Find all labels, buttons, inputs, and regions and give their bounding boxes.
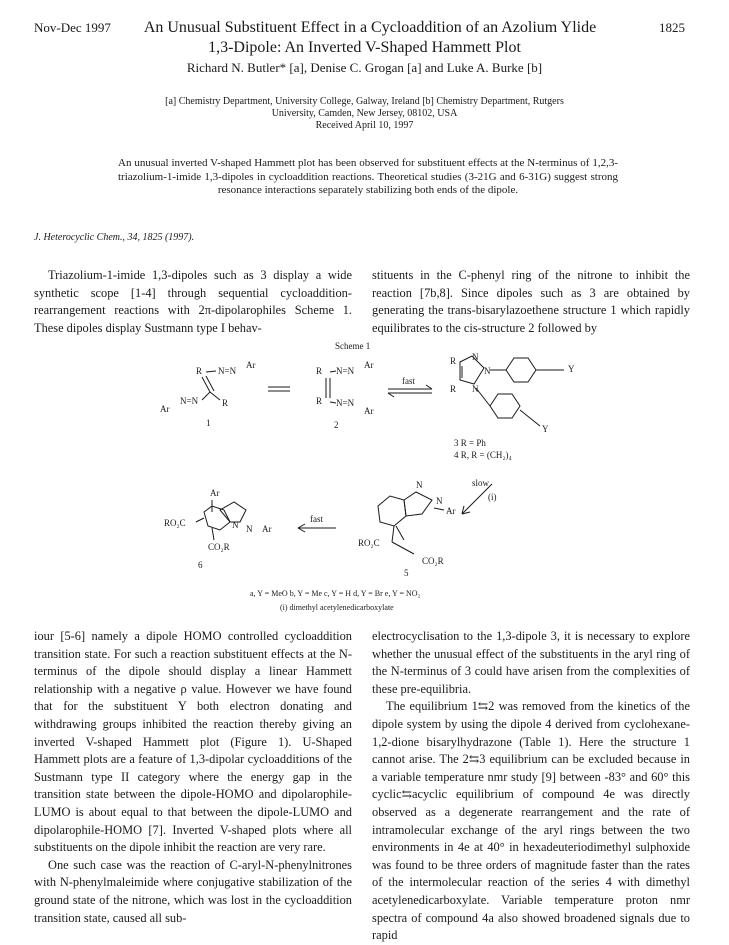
paragraph: iour [5-6] namely a dipole HOMO controlled cycloaddition transition state. For such a reaction substituent effects at the N-terminus of the dipole should display a linear Hammett relationship with a negative ρ value. However we have found that for the substituent Y both electron donating and withdrawing groups inhibited the reaction thereby giving an inverted V-shaped Hammett plot (Figure 1). U-Shaped Hammett plots are a feature of 1,3-dipolar cycloadditions of the Sustmann type II category where the energy gap in the transition state between the dipole-HOMO and dipolarophile-LUMO is about equal to that between the dipole-LUMO and dipolarophile-HOMO [7]. Inverted V-shaped plots where all substituents on the dipole inhibit the reaction are very rare. — [34, 629, 352, 855]
svg-text:N: N — [472, 352, 479, 362]
svg-text:N: N — [246, 524, 253, 534]
svg-text:Ar: Ar — [160, 404, 170, 414]
svg-text:R: R — [222, 398, 229, 408]
svg-text:N: N — [416, 480, 423, 490]
compound-label-6: 6 — [198, 560, 203, 570]
journal-citation: J. Heterocyclic Chem., 34, 1825 (1997). — [34, 232, 195, 243]
paragraph: The equilibrium 1⇆2 was removed from the kinetics of the dipole system by using the dipole 4 derived from cyclohexane-1,2-dione bisarylhydrazone (Table 1). Here the structure 1 cannot arise. The 2⇆3 equilibrium can be excluded because in a variable temperature nmr study [9] between -83° and 60° this cyclic⇆acyclic equilibrium of compound 4e was directly observed as a degenerate rearrangement and the rate of intramolecular exchange of the aryl rings between the two environments in 4e at 40° in hexadeuteriodimethyl sulphoxide was found to be three orders of magnitude faster than the rates of the intermolecular reaction of the series 4 with dimethyl acetylenedicarboxylate. Variable temperature proton nmr spectra of compound 4a also showed broadened signals due to rapid — [372, 699, 690, 943]
paragraph: One such case was the reaction of C-aryl-N-phenylnitrones with N-phenylmaleimide where conjugative stabilization of the ground state of the nitrone, which was lost in the cycloaddition transition state, caused all sub- — [34, 857, 352, 925]
reaction-arrow-fast — [388, 385, 432, 397]
svg-text:Ar: Ar — [262, 524, 272, 534]
body-column-right-top — [372, 267, 690, 337]
svg-text:CO₂R: CO₂R — [208, 542, 230, 552]
scheme-title: Scheme 1 — [335, 341, 371, 351]
article-title-line2: 1,3-Dipole: An Inverted V-Shaped Hammett Plot — [208, 39, 521, 56]
svg-text:Ar: Ar — [246, 360, 256, 370]
slow-label: slow — [472, 478, 490, 488]
body-column-left-bottom — [34, 628, 352, 927]
received-date: Received April 10, 1997 — [315, 120, 414, 131]
article-title-line1: An Unusual Substituent Effect in a Cycloaddition of an Azolium Ylide — [143, 19, 597, 36]
scheme-legend: a, Y = MeO b, Y = Me c, Y = H d, Y = Br e, Y = NO₂ — [250, 589, 421, 598]
reaction-scheme — [150, 340, 610, 620]
compound-label-2: 2 — [334, 420, 339, 430]
svg-text:Ar: Ar — [446, 506, 456, 516]
compound-label-4: 4 R, R = (CH₂)₄ — [454, 450, 512, 460]
svg-text:R: R — [196, 366, 203, 376]
paragraph: Triazolium-1-imide 1,3-dipoles such as 3 display a wide synthetic scope [1-4] through sequential cycloaddition-rearrangement reactions with 2π-dipolarophiles Scheme 1. These dipoles display Sustmann type I behav- — [34, 268, 352, 335]
reaction-arrow-fast-2 — [298, 524, 336, 532]
fast-label-1: fast — [402, 376, 415, 386]
svg-text:R: R — [450, 356, 457, 366]
svg-text:Ar: Ar — [210, 488, 220, 498]
affiliation-line2: University, Camden, New Jersey, 08102, USA — [271, 108, 458, 119]
svg-text:N: N — [472, 384, 479, 394]
scheme-legend-reagent: (i) dimethyl acetylenedicarboxylate — [280, 603, 394, 612]
svg-text:N=N: N=N — [180, 396, 199, 406]
svg-text:N: N — [232, 520, 239, 530]
svg-text:CO₂R: CO₂R — [422, 556, 444, 566]
svg-text:N: N — [484, 366, 491, 376]
structure-2 — [316, 360, 374, 430]
equilibrium-arrow — [268, 387, 290, 391]
svg-text:R: R — [450, 384, 457, 394]
svg-text:N=N: N=N — [336, 398, 355, 408]
body-column-right-bottom — [372, 628, 690, 945]
paragraph: electrocyclisation to the 1,3-dipole 3, it is necessary to explore whether the unusual effect of the substituents in the aryl ring of the N-terminus of 3 could have arisen from the complexities of these pre-equilibria. — [372, 629, 690, 696]
svg-text:Y: Y — [568, 364, 575, 374]
abstract: An unusual inverted V-shaped Hammett plot has been observed for substituent effects at the N-terminus of 1,2,3-triazolium-1-imide 1,3-dipoles in cycloaddition reactions. Theoretical studies (3-21G and 6-31G) suggest strong resonance interactions separately stabilizing both ends of the dipole. — [118, 157, 618, 197]
compound-label-3: 3 R = Ph — [454, 438, 486, 448]
structure-3-4 — [450, 352, 575, 434]
author-list: Richard N. Butler* [a], Denise C. Grogan [a] and Luke A. Burke [b] — [186, 60, 543, 75]
svg-text:R: R — [316, 396, 323, 406]
paragraph: stituents in the C-phenyl ring of the nitrone to inhibit the reaction [7b,8]. Since dipoles such as 3 are obtained by generating the trans-bisarylazoethene structure 1 which rapidly equilibrates to the cis-structure 2 followed by — [372, 268, 690, 335]
svg-text:R: R — [316, 366, 323, 376]
fast-label-2: fast — [310, 514, 323, 524]
svg-text:RO₂C: RO₂C — [358, 538, 380, 548]
page-number: 1825 — [659, 20, 685, 35]
svg-text:N: N — [436, 496, 443, 506]
step-i-label: (i) — [488, 492, 497, 502]
structure-5 — [358, 480, 456, 578]
svg-text:RO₂C: RO₂C — [164, 518, 186, 528]
svg-text:Ar: Ar — [364, 406, 374, 416]
compound-label-5: 5 — [404, 568, 409, 578]
body-column-left-top — [34, 267, 352, 337]
svg-text:Y: Y — [542, 424, 549, 434]
svg-text:N=N: N=N — [336, 366, 355, 376]
running-header-date: Nov-Dec 1997 — [34, 20, 111, 35]
affiliation-line1: [a] Chemistry Department, University College, Galway, Ireland [b] Chemistry Department, Rutgers — [165, 96, 564, 107]
compound-label-1: 1 — [206, 418, 211, 428]
svg-text:Ar: Ar — [364, 360, 374, 370]
svg-text:N=N: N=N — [218, 366, 237, 376]
